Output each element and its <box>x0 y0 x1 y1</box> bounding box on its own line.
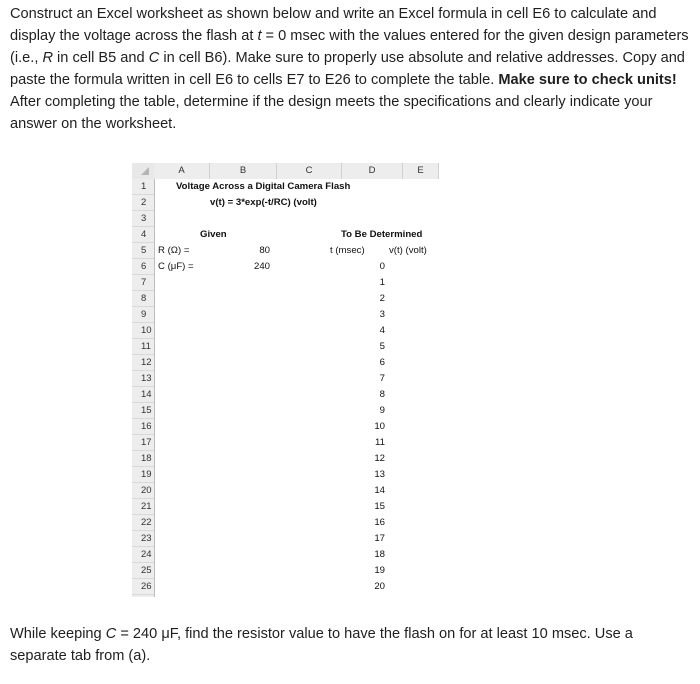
row-header: 26 <box>132 579 154 595</box>
row-header: 23 <box>132 531 154 547</box>
follow-up-question: While keeping C = 240 μF, find the resistor value to have the flash on for at least 10 msec. Use a separate tab from (a). <box>10 626 633 664</box>
row-header: 14 <box>132 387 154 403</box>
to-be-determined-label: To Be Determined <box>341 229 423 240</box>
r-value: 80 <box>259 245 270 256</box>
row-header: 21 <box>132 499 154 515</box>
t-value-cell: 10 <box>374 421 385 432</box>
t-value-cell: 9 <box>379 405 385 416</box>
row-header: 5 <box>132 243 154 259</box>
t-value-cell: 3 <box>379 309 385 320</box>
row-header: 20 <box>132 483 154 499</box>
excel-worksheet-image <box>132 163 438 597</box>
column-header-d: D <box>342 163 403 179</box>
row-header: 24 <box>132 547 154 563</box>
c-label: C (μF) = <box>158 261 194 272</box>
row-header: 19 <box>132 467 154 483</box>
t-value-cell: 12 <box>374 453 385 464</box>
instructions-paragraph: Construct an Excel worksheet as shown below and write an Excel formula in cell E6 to calculate and display the voltage across the flash at t = 0 msec with the values entered for the given design parameters (i.e., R in cell B5 and C in cell B6). Make sure to properly use absolute and relative addresses. Copy and paste the formula written in cell E6 to cells E7 to E26 to complete the table. Make sure to check units! After completing the table, determine if the design meets the specifications and clearly indicate your answer on the worksheet. <box>10 6 689 132</box>
t-value-cell: 7 <box>379 373 385 384</box>
row-header: 6 <box>132 259 154 275</box>
t-value-cell: 16 <box>374 517 385 528</box>
t-value-cell: 19 <box>374 565 385 576</box>
t-value-cell: 4 <box>379 325 385 336</box>
row-header: 15 <box>132 403 154 419</box>
t-value-cell: 1 <box>379 277 385 288</box>
column-header-b: B <box>210 163 277 179</box>
row-header: 12 <box>132 355 154 371</box>
row-header: 22 <box>132 515 154 531</box>
r-label: R (Ω) = <box>158 245 190 256</box>
row-header: 1 <box>132 179 154 195</box>
t-value-cell: 18 <box>374 549 385 560</box>
row-header: 10 <box>132 323 154 339</box>
t-value-cell: 8 <box>379 389 385 400</box>
c-value: 240 <box>253 261 270 272</box>
t-value-cell: 14 <box>374 485 385 496</box>
t-value-cell: 0 <box>379 261 385 272</box>
t-value-cell: 2 <box>379 293 385 304</box>
v-header: v(t) (volt) <box>389 245 427 256</box>
row-header: 7 <box>132 275 154 291</box>
check-units-emphasis: Make sure to check units! <box>498 72 677 88</box>
row-headers <box>132 179 155 597</box>
row-header: 13 <box>132 371 154 387</box>
row-header: 3 <box>132 211 154 227</box>
select-all-corner <box>132 163 154 179</box>
column-header-c: C <box>277 163 342 179</box>
row-header: 8 <box>132 291 154 307</box>
row-header: 11 <box>132 339 154 355</box>
row-header: 16 <box>132 419 154 435</box>
row-header: 17 <box>132 435 154 451</box>
t-value-cell: 11 <box>375 437 385 448</box>
t-value-cell: 13 <box>374 469 385 480</box>
t-value-cell: 6 <box>379 357 385 368</box>
t-value-cell: 15 <box>374 501 385 512</box>
formula-text: v(t) = 3*exp(-t/RC) (volt) <box>210 197 317 208</box>
row-header: 2 <box>132 195 154 211</box>
row-header: 9 <box>132 307 154 323</box>
row-header: 18 <box>132 451 154 467</box>
row-header: 4 <box>132 227 154 243</box>
column-header-a: A <box>154 163 210 179</box>
t-value-cell: 5 <box>379 341 385 352</box>
t-value-cell: 20 <box>374 581 385 592</box>
column-header-e: E <box>403 163 439 179</box>
row-header: 25 <box>132 563 154 579</box>
sheet-title: Voltage Across a Digital Camera Flash <box>176 181 351 192</box>
t-header: t (msec) <box>330 245 365 256</box>
t-value-cell: 17 <box>374 533 385 544</box>
given-label: Given <box>200 229 227 240</box>
